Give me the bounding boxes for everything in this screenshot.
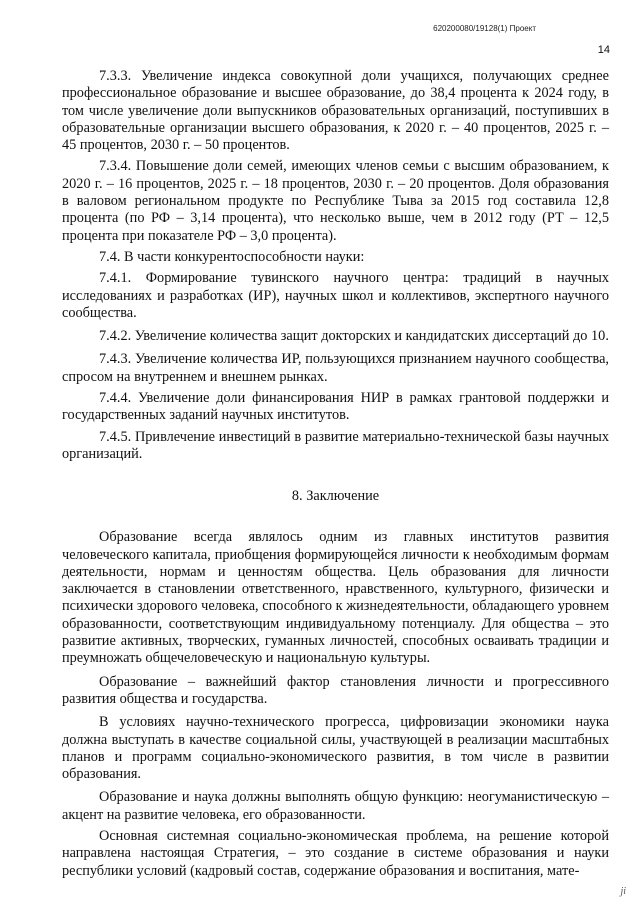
document-code: 620200080/19128(1) Проект [433, 24, 536, 33]
paragraph-7-4-2: 7.4.2. Увеличение количества защит докторских и кандидатских диссертаций до 10. [99, 328, 609, 345]
paragraph-7-4: 7.4. В части конкурентоспособности науки: [99, 248, 365, 265]
paragraph-conclusion-3: В условиях научно-технического прогресса, цифровизации экономики наука должна выступать в качестве социальной силы, участвующей в реализации масштабных планов и программ социально-экономического развития, в том числе в развитии образования. [62, 714, 609, 783]
paragraph-conclusion-2: Образование – важнейший фактор становления личности и прогрессивного развития общества и государства. [62, 673, 609, 707]
paragraph-7-4-1: 7.4.1. Формирование тувинского научного центра: традиций в научных исследованиях и разработках (ИР), научных школ и коллективов, экспертного научного сообщества. [62, 270, 609, 321]
paragraph-conclusion-4: Образование и наука должны выполнять общую функцию: неогуманистическую – акцент на развитие человека, его образованности. [62, 789, 609, 823]
paragraph-7-3-3: 7.3.3. Увеличение индекса совокупной доли учащихся, получающих среднее профессиональное образование и высшее образование, до 38,4 процента к 2024 году, в том числе увеличение доли выпускников образовательных организаций, поступивших в образовательные организации высшего образования, к 2020 г. – 40 процентов, 2025 г. – 45 процентов, 2030 г. – 50 процентов. [62, 68, 609, 154]
page-number: 14 [597, 44, 610, 56]
paragraph-conclusion-1: Образование всегда являлось одним из главных институтов развития человеческого капитала, приобщения формирующейся личности к необходимым формам деятельности, нормам и ценностям общества. Цель образования для личности заключается в становлении ответственного, нравственного, культурного, физически и психически здорового человека, способного к жизнедеятельности, обладающего уровнем образованности, соответствующим индивидуальному потенциалу. Для общества – это развитие активных, творческих, гуманных личностей, способных осваивать традиции и преумножать общечеловеческую и национальную культуры. [62, 529, 609, 667]
paragraph-7-4-5: 7.4.5. Привлечение инвестиций в развитие материально-технической базы научных организаций. [62, 428, 609, 462]
paragraph-7-4-4: 7.4.4. Увеличение доли финансирования НИР в рамках грантовой поддержки и государственных заданий научных институтов. [62, 390, 609, 424]
paragraph-7-4-3: 7.4.3. Увеличение количества ИР, пользующихся признанием научного сообщества, спросом на внутреннем и внешнем рынках. [62, 351, 609, 385]
corner-mark: ji [620, 886, 626, 897]
section-title: 8. Заключение [291, 488, 380, 505]
paragraph-7-3-4: 7.3.4. Повышение доли семей, имеющих членов семьи с высшим образованием, к 2020 г. – 16 процентов, 2025 г. – 18 процентов, 2030 г. – 20 процентов. Доля образования в валовом региональном продукте по Республике Тыва за 2015 год составила 12,8 процента (по РФ – 3,14 процента), что несколько выше, чем в 2012 году (РТ – 12,5 процента при показателе РФ – 3,0 процента). [62, 158, 609, 244]
document-body [62, 68, 609, 880]
paragraph-conclusion-5: Основная системная социально-экономическая проблема, на решение которой направлена настоящая Стратегия, – это создание в системе образования и науки республики условий (кадровый состав, содержание образования и воспитания, мате- [62, 827, 609, 879]
